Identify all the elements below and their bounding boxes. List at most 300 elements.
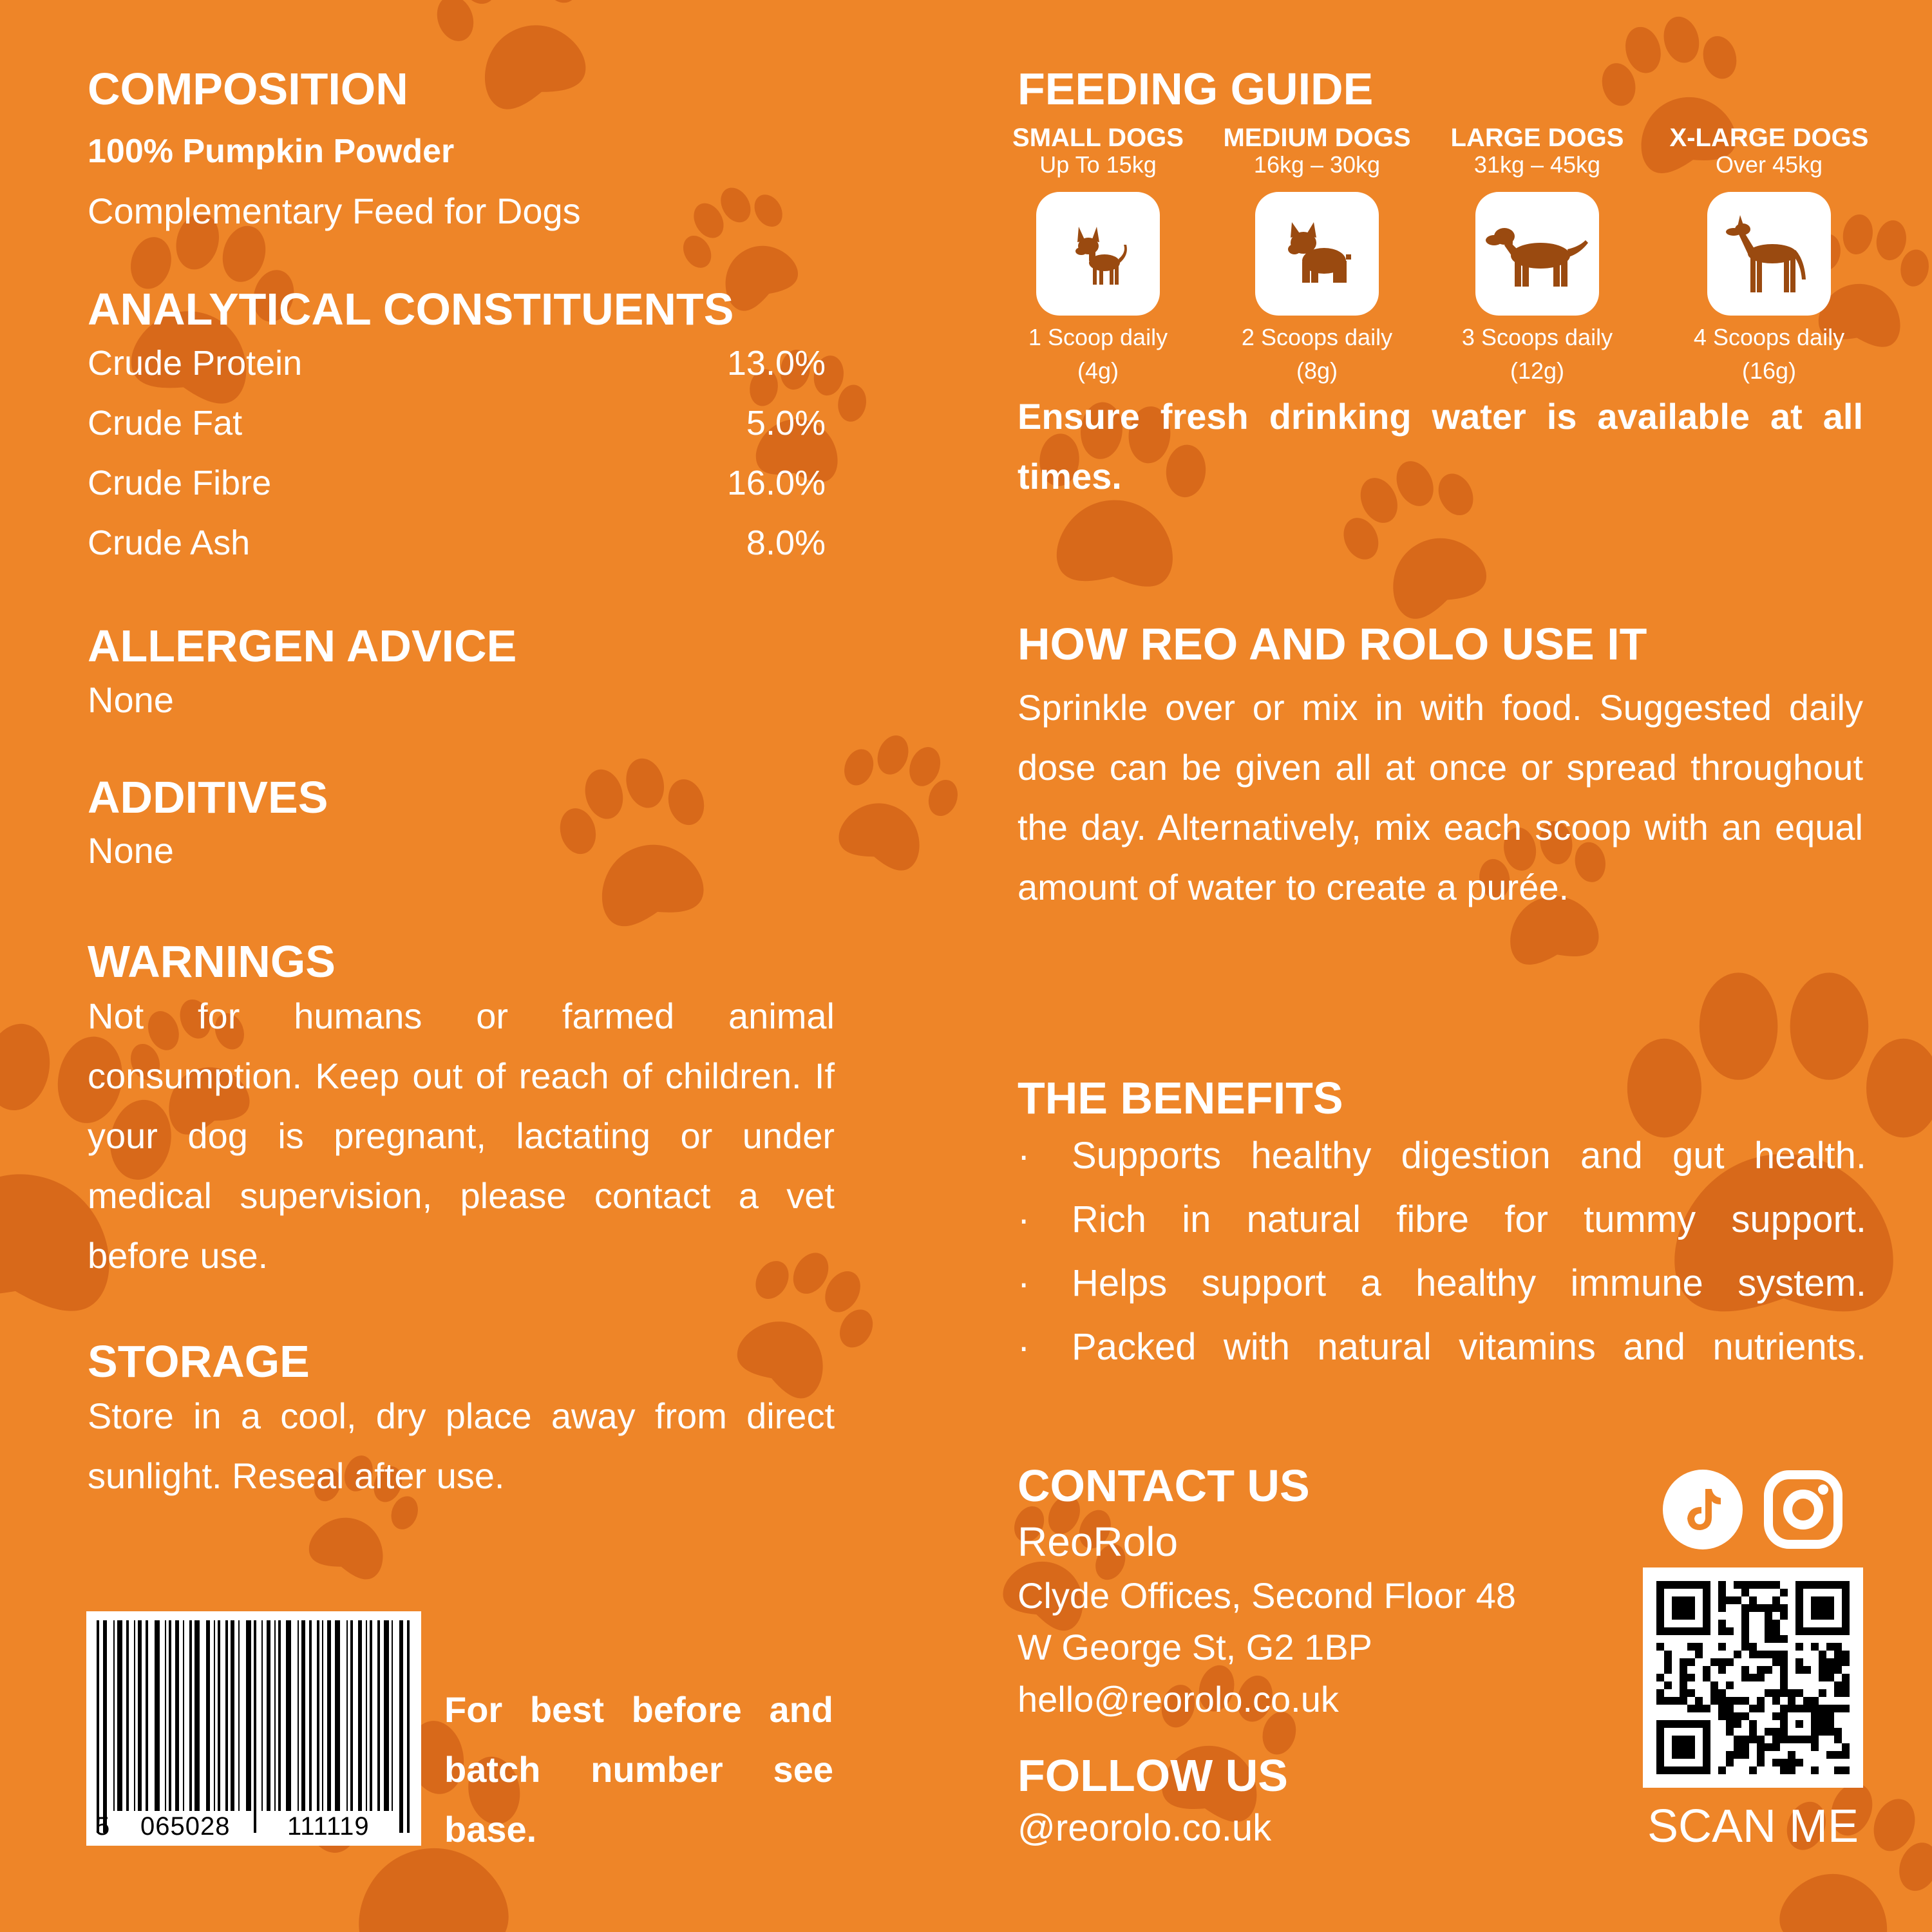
- barcode-bar: [407, 1620, 410, 1833]
- qr-module: [1757, 1759, 1765, 1766]
- bullet: ·: [1018, 1262, 1030, 1304]
- qr-module: [1772, 1596, 1780, 1604]
- qr-module: [1811, 1697, 1819, 1705]
- barcode-bar: [278, 1620, 281, 1811]
- barcode-bar: [335, 1620, 340, 1811]
- qr-module: [1710, 1681, 1718, 1689]
- qr-module: [1765, 1743, 1772, 1751]
- qr-module: [1656, 1643, 1664, 1651]
- qr-module: [1741, 1643, 1749, 1651]
- dog-size-large: [1428, 124, 1647, 388]
- qr-module: [1757, 1666, 1765, 1674]
- bullet: ·: [1018, 1135, 1030, 1177]
- dog-grams: (8g): [1296, 357, 1338, 384]
- qr-module: [1710, 1697, 1718, 1705]
- qr-module: [1842, 1766, 1850, 1774]
- qr-module: [1795, 1759, 1803, 1766]
- qr-module: [1772, 1689, 1780, 1697]
- qr-module: [1749, 1581, 1757, 1589]
- warnings-heading: WARNINGS: [88, 936, 336, 987]
- address-line-2: W George St, G2 1BP: [1018, 1627, 1372, 1667]
- dog-size-name: MEDIUM DOGS: [1223, 124, 1411, 152]
- constituent-value: 16.0%: [726, 464, 826, 502]
- qr-module: [1741, 1751, 1749, 1759]
- qr-module: [1819, 1658, 1826, 1666]
- qr-module: [1672, 1596, 1695, 1620]
- qr-module: [1772, 1627, 1780, 1635]
- qr-module: [1780, 1651, 1788, 1658]
- constituent-value: 8.0%: [746, 524, 826, 562]
- qr-module: [1734, 1581, 1741, 1589]
- qr-module: [1680, 1666, 1687, 1674]
- qr-module: [1664, 1666, 1672, 1674]
- best-before-note: For best before and batch number see base.: [444, 1689, 833, 1850]
- qr-module: [1772, 1604, 1780, 1612]
- barcode-bar: [206, 1620, 210, 1811]
- qr-module: [1788, 1689, 1795, 1697]
- instagram-button[interactable]: [1763, 1470, 1843, 1549]
- qr-module: [1656, 1697, 1664, 1705]
- qr-module: [1834, 1689, 1842, 1697]
- qr-module: [1734, 1651, 1741, 1658]
- qr-module: [1680, 1689, 1687, 1697]
- qr-module: [1803, 1697, 1811, 1705]
- company-name: ReoRolo: [1018, 1519, 1179, 1565]
- analytical-heading: ANALYTICAL CONSTITUENTS: [88, 284, 734, 334]
- benefit-item: [1018, 1251, 1866, 1315]
- qr-module: [1842, 1705, 1850, 1712]
- qr-module: [1788, 1766, 1795, 1774]
- qr-module: [1780, 1658, 1788, 1666]
- qr-module: [1718, 1666, 1726, 1674]
- barcode-bar: [392, 1620, 393, 1811]
- great-dane-icon: [1721, 209, 1817, 299]
- dog-grams: (16g): [1741, 357, 1797, 384]
- qr-module: [1819, 1720, 1826, 1728]
- qr-module: [1695, 1697, 1703, 1705]
- qr-module: [1680, 1681, 1687, 1689]
- constituent-value: 13.0%: [726, 344, 826, 383]
- qr-module: [1687, 1705, 1695, 1712]
- qr-module: [1741, 1743, 1749, 1751]
- qr-module: [1749, 1766, 1757, 1774]
- qr-module: [1765, 1581, 1772, 1589]
- email-link[interactable]: hello@reorolo.co.uk: [1018, 1679, 1339, 1719]
- analytical-row: [88, 453, 826, 513]
- qr-module: [1757, 1705, 1765, 1712]
- dog-grams: (4g): [1077, 357, 1119, 384]
- qr-module: [1811, 1766, 1819, 1774]
- qr-module: [1718, 1643, 1726, 1651]
- qr-module: [1826, 1643, 1834, 1651]
- analytical-row: [88, 393, 826, 453]
- barcode-bar: [225, 1620, 228, 1811]
- qr-module: [1772, 1581, 1780, 1589]
- qr-module: [1819, 1705, 1826, 1712]
- qr-module: [1741, 1612, 1749, 1620]
- qr-module: [1757, 1604, 1765, 1612]
- qr-module: [1772, 1697, 1780, 1705]
- barcode-bar: [261, 1620, 263, 1811]
- qr-module: [1780, 1766, 1788, 1774]
- qr-module: [1811, 1743, 1819, 1751]
- analytical-table: [88, 334, 826, 573]
- storage-text: Store in a cool, dry place away from direct sunlight. Reseal after use.: [88, 1396, 835, 1496]
- qr-module: [1819, 1674, 1826, 1681]
- qr-module: [1765, 1651, 1772, 1658]
- qr-module: [1795, 1658, 1803, 1666]
- dog-size-small: [989, 124, 1208, 388]
- composition-subtitle: 100% Pumpkin Powder: [88, 133, 455, 170]
- qr-module: [1772, 1712, 1780, 1720]
- barcode-bar: [274, 1620, 276, 1811]
- chihuahua-icon: [1059, 215, 1137, 292]
- qr-module: [1718, 1596, 1726, 1604]
- qr-module: [1757, 1651, 1765, 1658]
- dog-scoops: 2 Scoops daily: [1241, 324, 1393, 350]
- qr-module: [1664, 1658, 1672, 1666]
- barcode-bar: [346, 1620, 348, 1811]
- dog-scoops: 3 Scoops daily: [1461, 324, 1613, 350]
- qr-module: [1718, 1658, 1726, 1666]
- qr-module: [1726, 1705, 1734, 1712]
- dog-size-xlarge: [1660, 124, 1879, 388]
- barcode-bar: [194, 1620, 200, 1811]
- qr-module: [1718, 1705, 1726, 1712]
- barcode-bar: [399, 1620, 403, 1833]
- qr-module: [1741, 1627, 1749, 1635]
- qr-module: [1695, 1705, 1703, 1712]
- barcode-bar: [183, 1620, 184, 1811]
- qr-module: [1687, 1658, 1695, 1666]
- qr-module: [1718, 1620, 1726, 1627]
- qr-module: [1757, 1751, 1765, 1759]
- qr-module: [1741, 1666, 1749, 1674]
- benefit-text: Helps support a healthy immune system.: [1072, 1262, 1866, 1304]
- dog-weight-range: Over 45kg: [1715, 151, 1823, 178]
- qr-module: [1842, 1651, 1850, 1658]
- qr-module: [1826, 1751, 1834, 1759]
- qr-module: [1695, 1643, 1703, 1651]
- qr-module: [1765, 1620, 1772, 1627]
- barcode-bar: [301, 1620, 305, 1811]
- qr-module: [1749, 1596, 1757, 1604]
- barcode-digits-right: 111119: [283, 1812, 374, 1841]
- barcode-bar: [146, 1620, 148, 1811]
- constituent-name: Crude Fibre: [88, 464, 272, 502]
- tiktok-icon: [1663, 1470, 1743, 1549]
- benefit-text: Supports healthy digestion and gut health.: [1072, 1135, 1866, 1177]
- qr-module: [1834, 1651, 1842, 1658]
- qr-module: [1664, 1697, 1672, 1705]
- barcode-bar: [238, 1620, 240, 1811]
- qr-module: [1757, 1697, 1765, 1705]
- qr-module: [1687, 1689, 1695, 1697]
- feeding-heading: FEEDING GUIDE: [1018, 64, 1374, 114]
- constituent-value: 5.0%: [746, 404, 826, 442]
- composition-description: Complementary Feed for Dogs: [88, 191, 581, 231]
- barcode-bar: [189, 1620, 192, 1811]
- qr-module: [1726, 1759, 1734, 1766]
- warnings-text: Not for humans or farmed animal consumption. Keep out of reach of children. If your dog is pregnant, lactating or under medical supervision, please contact a vet before use.: [88, 996, 835, 1276]
- qr-module: [1834, 1658, 1842, 1666]
- address-line-1: Clyde Offices, Second Floor 48: [1018, 1575, 1517, 1616]
- barcode-bar: [384, 1620, 389, 1811]
- analytical-row: [88, 334, 826, 393]
- benefit-text: Rich in natural fibre for tummy support.: [1072, 1198, 1866, 1240]
- qr-module: [1819, 1689, 1826, 1697]
- qr-module: [1757, 1581, 1765, 1589]
- qr-module: [1811, 1643, 1819, 1651]
- qr-module: [1780, 1604, 1788, 1612]
- qr-module: [1741, 1635, 1749, 1643]
- qr-module: [1834, 1643, 1842, 1651]
- additives-text: None: [88, 830, 174, 871]
- qr-module: [1780, 1612, 1788, 1620]
- constituent-name: Crude Fat: [88, 404, 243, 442]
- qr-module: [1772, 1620, 1780, 1627]
- additives-heading: ADDITIVES: [88, 772, 328, 822]
- qr-module: [1842, 1689, 1850, 1697]
- barcode: [86, 1611, 421, 1846]
- qr-module: [1834, 1681, 1842, 1689]
- qr-module: [1726, 1681, 1734, 1689]
- qr-module: [1734, 1736, 1741, 1743]
- qr-caption: SCAN ME: [1647, 1801, 1859, 1852]
- qr-module: [1741, 1697, 1749, 1705]
- paw-print: [817, 722, 971, 882]
- qr-module: [1749, 1651, 1757, 1658]
- barcode-bar: [175, 1620, 179, 1811]
- benefit-text: Packed with natural vitamins and nutrients.: [1072, 1326, 1866, 1368]
- qr-module: [1842, 1658, 1850, 1666]
- qr-module: [1765, 1635, 1772, 1643]
- qr-module: [1749, 1604, 1757, 1612]
- qr-module: [1664, 1681, 1672, 1689]
- qr-module: [1819, 1728, 1826, 1736]
- barcode-bar: [169, 1620, 171, 1811]
- dog-icon-tile: [1475, 192, 1599, 316]
- qr-module: [1772, 1658, 1780, 1666]
- qr-module: [1718, 1627, 1726, 1635]
- qr-module: [1826, 1720, 1834, 1728]
- qr-module: [1772, 1743, 1780, 1751]
- qr-module: [1726, 1627, 1734, 1635]
- qr-module: [1749, 1643, 1757, 1651]
- qr-module: [1672, 1697, 1680, 1705]
- qr-module: [1842, 1674, 1850, 1681]
- qr-module: [1718, 1697, 1726, 1705]
- qr-module: [1780, 1674, 1788, 1681]
- benefit-item: [1018, 1315, 1866, 1379]
- qr-module: [1795, 1643, 1803, 1651]
- usage-text: Sprinkle over or mix in with food. Suggested daily dose can be given all at once or spread throughout the day. Alternatively, mix each scoop with an equal amount of water to create a purée.: [1018, 687, 1863, 907]
- benefits-list: [1018, 1124, 1866, 1379]
- qr-module: [1664, 1651, 1672, 1658]
- barcode-bar: [377, 1620, 380, 1811]
- qr-module: [1803, 1666, 1811, 1674]
- barcode-bar: [214, 1620, 215, 1811]
- allergen-heading: ALLERGEN ADVICE: [88, 621, 517, 671]
- qr-module: [1734, 1712, 1741, 1720]
- qr-module: [1772, 1728, 1780, 1736]
- qr-module: [1718, 1766, 1726, 1774]
- dog-scoops: 4 Scoops daily: [1693, 324, 1845, 350]
- barcode-bar: [254, 1620, 256, 1833]
- qr-module: [1734, 1720, 1741, 1728]
- paw-print: [547, 745, 730, 936]
- qr-module: [1741, 1581, 1749, 1589]
- qr-module: [1842, 1743, 1850, 1751]
- qr-module: [1741, 1604, 1749, 1612]
- barcode-bar: [350, 1620, 353, 1811]
- qr-module: [1757, 1736, 1765, 1743]
- qr-module: [1772, 1736, 1780, 1743]
- barcode-bar: [309, 1620, 312, 1811]
- barcode-bar: [165, 1620, 166, 1811]
- qr-module: [1765, 1689, 1772, 1697]
- qr-module: [1749, 1736, 1757, 1743]
- qr-module: [1726, 1751, 1734, 1759]
- barcode-digits-left: 065028: [137, 1812, 234, 1841]
- qr-module: [1788, 1751, 1795, 1759]
- qr-module: [1788, 1759, 1795, 1766]
- allergen-text: None: [88, 679, 174, 720]
- dog-size-name: SMALL DOGS: [1012, 124, 1184, 152]
- barcode-bar: [286, 1620, 291, 1811]
- qr-module: [1834, 1736, 1842, 1743]
- qr-module: [1734, 1751, 1741, 1759]
- qr-module: [1734, 1743, 1741, 1751]
- qr-module: [1726, 1658, 1734, 1666]
- qr-module: [1765, 1728, 1772, 1736]
- contact-heading: CONTACT US: [1018, 1461, 1310, 1511]
- qr-module: [1765, 1604, 1772, 1612]
- barcode-bar: [117, 1620, 122, 1811]
- qr-module: [1757, 1674, 1765, 1681]
- dog-size-name: X-LARGE DOGS: [1669, 124, 1869, 152]
- barcode-bar: [327, 1620, 331, 1811]
- qr-module: [1780, 1589, 1788, 1596]
- qr-module: [1772, 1635, 1780, 1643]
- qr-module: [1687, 1643, 1695, 1651]
- qr-module: [1718, 1589, 1726, 1596]
- barcode-bar: [97, 1620, 99, 1833]
- social-handle[interactable]: @reorolo.co.uk: [1018, 1807, 1272, 1849]
- qr-code-pattern: [1643, 1567, 1863, 1788]
- water-note: Ensure fresh drinking water is available at all times.: [1018, 396, 1863, 497]
- barcode-bar: [298, 1620, 299, 1811]
- qr-module: [1842, 1681, 1850, 1689]
- qr-module: [1780, 1689, 1788, 1697]
- barcode-bar: [126, 1620, 129, 1811]
- follow-heading: FOLLOW US: [1018, 1750, 1288, 1801]
- qr-module: [1656, 1689, 1664, 1697]
- barcode-bar: [103, 1620, 107, 1833]
- qr-module: [1726, 1712, 1734, 1720]
- barcode-digit-lead: 5: [95, 1812, 110, 1841]
- qr-module: [1826, 1666, 1834, 1674]
- qr-module: [1811, 1596, 1834, 1620]
- qr-module: [1780, 1666, 1788, 1674]
- qr-module: [1834, 1666, 1842, 1674]
- qr-module: [1834, 1766, 1842, 1774]
- qr-module: [1718, 1581, 1726, 1589]
- barcode-bars: [86, 1611, 421, 1846]
- barcode-bar: [218, 1620, 220, 1811]
- qr-module: [1749, 1720, 1757, 1728]
- qr-module: [1741, 1589, 1749, 1596]
- benefits-heading: THE BENEFITS: [1018, 1073, 1343, 1123]
- usage-heading: HOW REO AND ROLO USE IT: [1018, 619, 1647, 669]
- barcode-bar: [134, 1620, 135, 1811]
- dog-scoops: 1 Scoop daily: [1028, 324, 1168, 350]
- qr-module: [1765, 1627, 1772, 1635]
- dog-icon-tile: [1707, 192, 1831, 316]
- paw-print: [421, 0, 613, 123]
- qr-module: [1826, 1728, 1834, 1736]
- barcode-bar: [267, 1620, 270, 1811]
- bulldog-icon: [1275, 212, 1359, 296]
- tiktok-button[interactable]: [1663, 1470, 1743, 1549]
- qr-module: [1749, 1705, 1757, 1712]
- qr-module: [1749, 1674, 1757, 1681]
- qr-module: [1680, 1697, 1687, 1705]
- qr-module: [1726, 1728, 1734, 1736]
- qr-module: [1842, 1751, 1850, 1759]
- qr-module: [1826, 1658, 1834, 1666]
- composition-heading: COMPOSITION: [88, 64, 408, 114]
- qr-module: [1680, 1658, 1687, 1666]
- qr-module: [1726, 1720, 1734, 1728]
- dog-weight-range: 31kg – 45kg: [1473, 151, 1601, 178]
- qr-module: [1726, 1596, 1734, 1604]
- qr-module: [1695, 1651, 1703, 1658]
- constituent-name: Crude Ash: [88, 524, 251, 562]
- dog-icon-tile: [1036, 192, 1160, 316]
- barcode-bar: [113, 1620, 115, 1811]
- qr-module: [1710, 1689, 1718, 1697]
- dog-grams: (12g): [1510, 357, 1565, 384]
- dog-weight-range: 16kg – 30kg: [1253, 151, 1381, 178]
- qr-module: [1703, 1666, 1710, 1674]
- qr-module: [1703, 1705, 1710, 1712]
- qr-module: [1819, 1666, 1826, 1674]
- barcode-bar: [370, 1620, 372, 1811]
- benefit-item: [1018, 1188, 1866, 1251]
- qr-module: [1819, 1651, 1826, 1658]
- qr-module: [1656, 1674, 1664, 1681]
- qr-module: [1826, 1705, 1834, 1712]
- bullet: ·: [1018, 1326, 1030, 1368]
- dog-size-name: LARGE DOGS: [1450, 124, 1624, 152]
- qr-code[interactable]: [1643, 1567, 1863, 1788]
- qr-module: [1680, 1674, 1687, 1681]
- qr-module: [1780, 1635, 1788, 1643]
- qr-module: [1734, 1596, 1741, 1604]
- qr-module: [1687, 1674, 1695, 1681]
- dog-icon-tile: [1255, 192, 1379, 316]
- qr-module: [1741, 1712, 1749, 1720]
- qr-module: [1672, 1736, 1695, 1759]
- barcode-bar: [366, 1620, 367, 1811]
- qr-module: [1765, 1666, 1772, 1674]
- qr-module: [1726, 1697, 1734, 1705]
- qr-module: [1795, 1720, 1803, 1728]
- analytical-row: [88, 513, 826, 573]
- qr-module: [1741, 1674, 1749, 1681]
- qr-module: [1819, 1712, 1826, 1720]
